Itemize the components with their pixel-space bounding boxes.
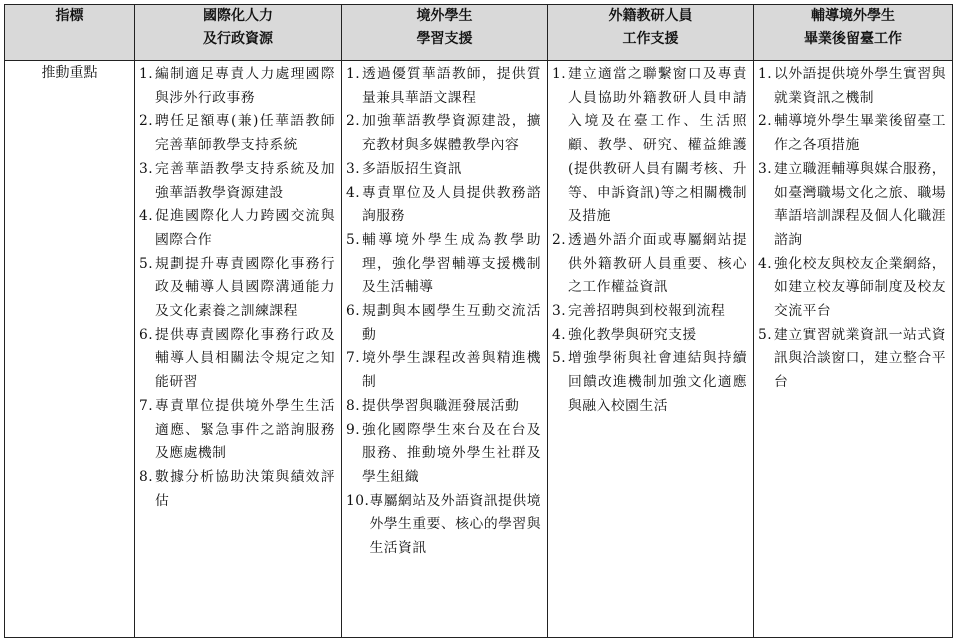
list-item (346, 63, 541, 110)
item-number: 2. (758, 113, 773, 130)
item-list (139, 63, 335, 513)
item-text: 提供學習與職涯發展活動 (362, 397, 520, 414)
column-student-support (342, 61, 548, 638)
item-list (758, 63, 946, 395)
item-number: 3. (552, 303, 567, 320)
item-text: 完善招聘與到校報到流程 (568, 303, 726, 320)
item-number: 7. (139, 397, 154, 414)
item-number: 5. (758, 326, 773, 343)
item-number: 6. (346, 303, 361, 320)
list-item (139, 205, 335, 252)
item-text: 建立實習就業資訊一站式資訊與洽談窗口，建立整合平台 (774, 326, 946, 391)
list-item (758, 110, 946, 157)
list-item (552, 300, 747, 324)
item-number: 4. (552, 326, 567, 343)
item-text: 建立適當之聯繫窗口及專責人員協助外籍教研人員申請入境及在臺工作、生活照顧、教學、研究、權益維護(提供教研人員有關考核、升等、申訴資訊)等之相關機制及措施 (568, 66, 747, 225)
item-text: 專責單位提供境外學生生活適應、緊急事件之諮詢服務及應處機制 (155, 397, 335, 462)
item-number: 1. (346, 66, 361, 82)
list-item (139, 324, 335, 395)
item-text: 多語版招生資訊 (362, 160, 463, 177)
item-text: 增強學術與社會連結與持續回饋改進機制加強文化適應與融入校園生活 (568, 350, 747, 414)
list-item (346, 182, 541, 229)
item-text: 境外學生課程改善與精進機制 (362, 350, 541, 391)
header-graduate-employment: 輔導境外學生 畢業後留臺工作 (754, 5, 953, 61)
header-international-staff: 國際化人力 及行政資源 (135, 5, 342, 61)
header-indicator: 指標 (5, 5, 135, 61)
item-number: 8. (139, 468, 154, 485)
item-text: 聘任足額專(兼)任華語教師完善華師教學支持系統 (155, 113, 335, 154)
list-item (346, 395, 541, 419)
item-text: 提供專責國際化事務行政及輔導人員相關法令規定之知能研習 (155, 326, 335, 391)
list-item (346, 490, 541, 561)
item-text: 強化國際學生來台及在台及服務、推動境外學生社群及學生組織 (362, 421, 541, 485)
item-text: 專屬網站及外語資訊提供境外學生重要、核心的學習與生活資訊 (369, 492, 542, 557)
list-item (346, 229, 541, 300)
table-header-row (5, 5, 953, 61)
item-number: 4. (139, 208, 154, 225)
list-item (346, 110, 541, 157)
list-item (346, 419, 541, 490)
item-text: 完善華語教學支持系統及加強華語教學資源建設 (155, 160, 335, 201)
column-graduate-employment (754, 61, 953, 638)
item-number: 6. (139, 326, 154, 343)
list-item (552, 63, 747, 229)
item-number: 9. (346, 421, 361, 438)
item-number: 2. (346, 113, 361, 130)
item-text: 透過外語介面或專屬網站提供外籍教研人員重要、核心之工作權益資訊 (568, 231, 747, 296)
item-text: 輔導境外學生畢業後留臺工作之各項措施 (774, 113, 946, 154)
list-item (139, 253, 335, 324)
item-text: 專責單位及人員提供教務諮詢服務 (362, 184, 541, 225)
list-item (346, 158, 541, 182)
list-item (758, 324, 946, 395)
item-text: 促進國際化人力跨國交流與國際合作 (155, 208, 335, 248)
item-text: 輔導境外學生成為教學助理，強化學習輔導支援機制及生活輔導 (362, 231, 541, 296)
list-item (346, 300, 541, 347)
list-item (552, 324, 747, 348)
policy-table (4, 4, 953, 638)
item-text: 強化校友與校友企業網絡，如建立校友導師制度及校友交流平台 (774, 255, 946, 320)
item-number: 1. (758, 66, 773, 82)
item-number: 2. (139, 113, 154, 130)
item-text: 透過優質華語教師，提供質量兼具華語文課程 (362, 66, 541, 106)
table-row (5, 61, 953, 638)
item-text: 規劃與本國學生互動交流活動 (362, 303, 541, 343)
list-item (552, 347, 747, 418)
item-text: 數據分析協助決策與績效評估 (155, 468, 335, 509)
list-item (139, 466, 335, 513)
list-item (346, 347, 541, 394)
item-text: 強化教學與研究支援 (568, 326, 697, 343)
item-number: 2. (552, 231, 567, 248)
item-number: 10. (346, 492, 370, 509)
item-text: 編制適足專責人力處理國際與涉外行政事務 (155, 66, 335, 106)
item-number: 5. (346, 231, 361, 248)
item-text: 建立職涯輔導與媒合服務，如臺灣職場文化之旅、職場華語培訓課程及個人化職涯諮詢 (774, 160, 946, 248)
list-item (139, 158, 335, 205)
item-number: 7. (346, 350, 361, 367)
item-number: 8. (346, 397, 361, 414)
item-number: 1. (552, 66, 567, 82)
item-number: 5. (139, 255, 154, 272)
column-international-staff (135, 61, 342, 638)
list-item (758, 253, 946, 324)
column-foreign-faculty (548, 61, 754, 638)
list-item (139, 63, 335, 110)
item-number: 3. (139, 160, 154, 177)
item-number: 3. (758, 160, 773, 177)
item-number: 4. (758, 255, 773, 272)
list-item (139, 110, 335, 157)
item-number: 4. (346, 184, 361, 201)
item-list (346, 63, 541, 561)
list-item (139, 395, 335, 466)
header-foreign-faculty: 外籍教研人員 工作支援 (548, 5, 754, 61)
list-item (758, 158, 946, 253)
row-label: 推動重點 (5, 61, 135, 638)
item-text: 加強華語教學資源建設，擴充教材與多媒體教學內容 (362, 113, 541, 154)
item-list (552, 63, 747, 419)
item-number: 3. (346, 160, 361, 177)
item-number: 5. (552, 350, 567, 367)
item-text: 以外語提供境外學生實習與就業資訊之機制 (774, 66, 946, 106)
list-item (552, 229, 747, 300)
item-text: 規劃提升專責國際化事務行政及輔導人員國際溝通能力及文化素養之訓練課程 (155, 255, 335, 320)
item-number: 1. (139, 66, 154, 82)
header-student-support: 境外學生 學習支援 (342, 5, 548, 61)
list-item (758, 63, 946, 110)
